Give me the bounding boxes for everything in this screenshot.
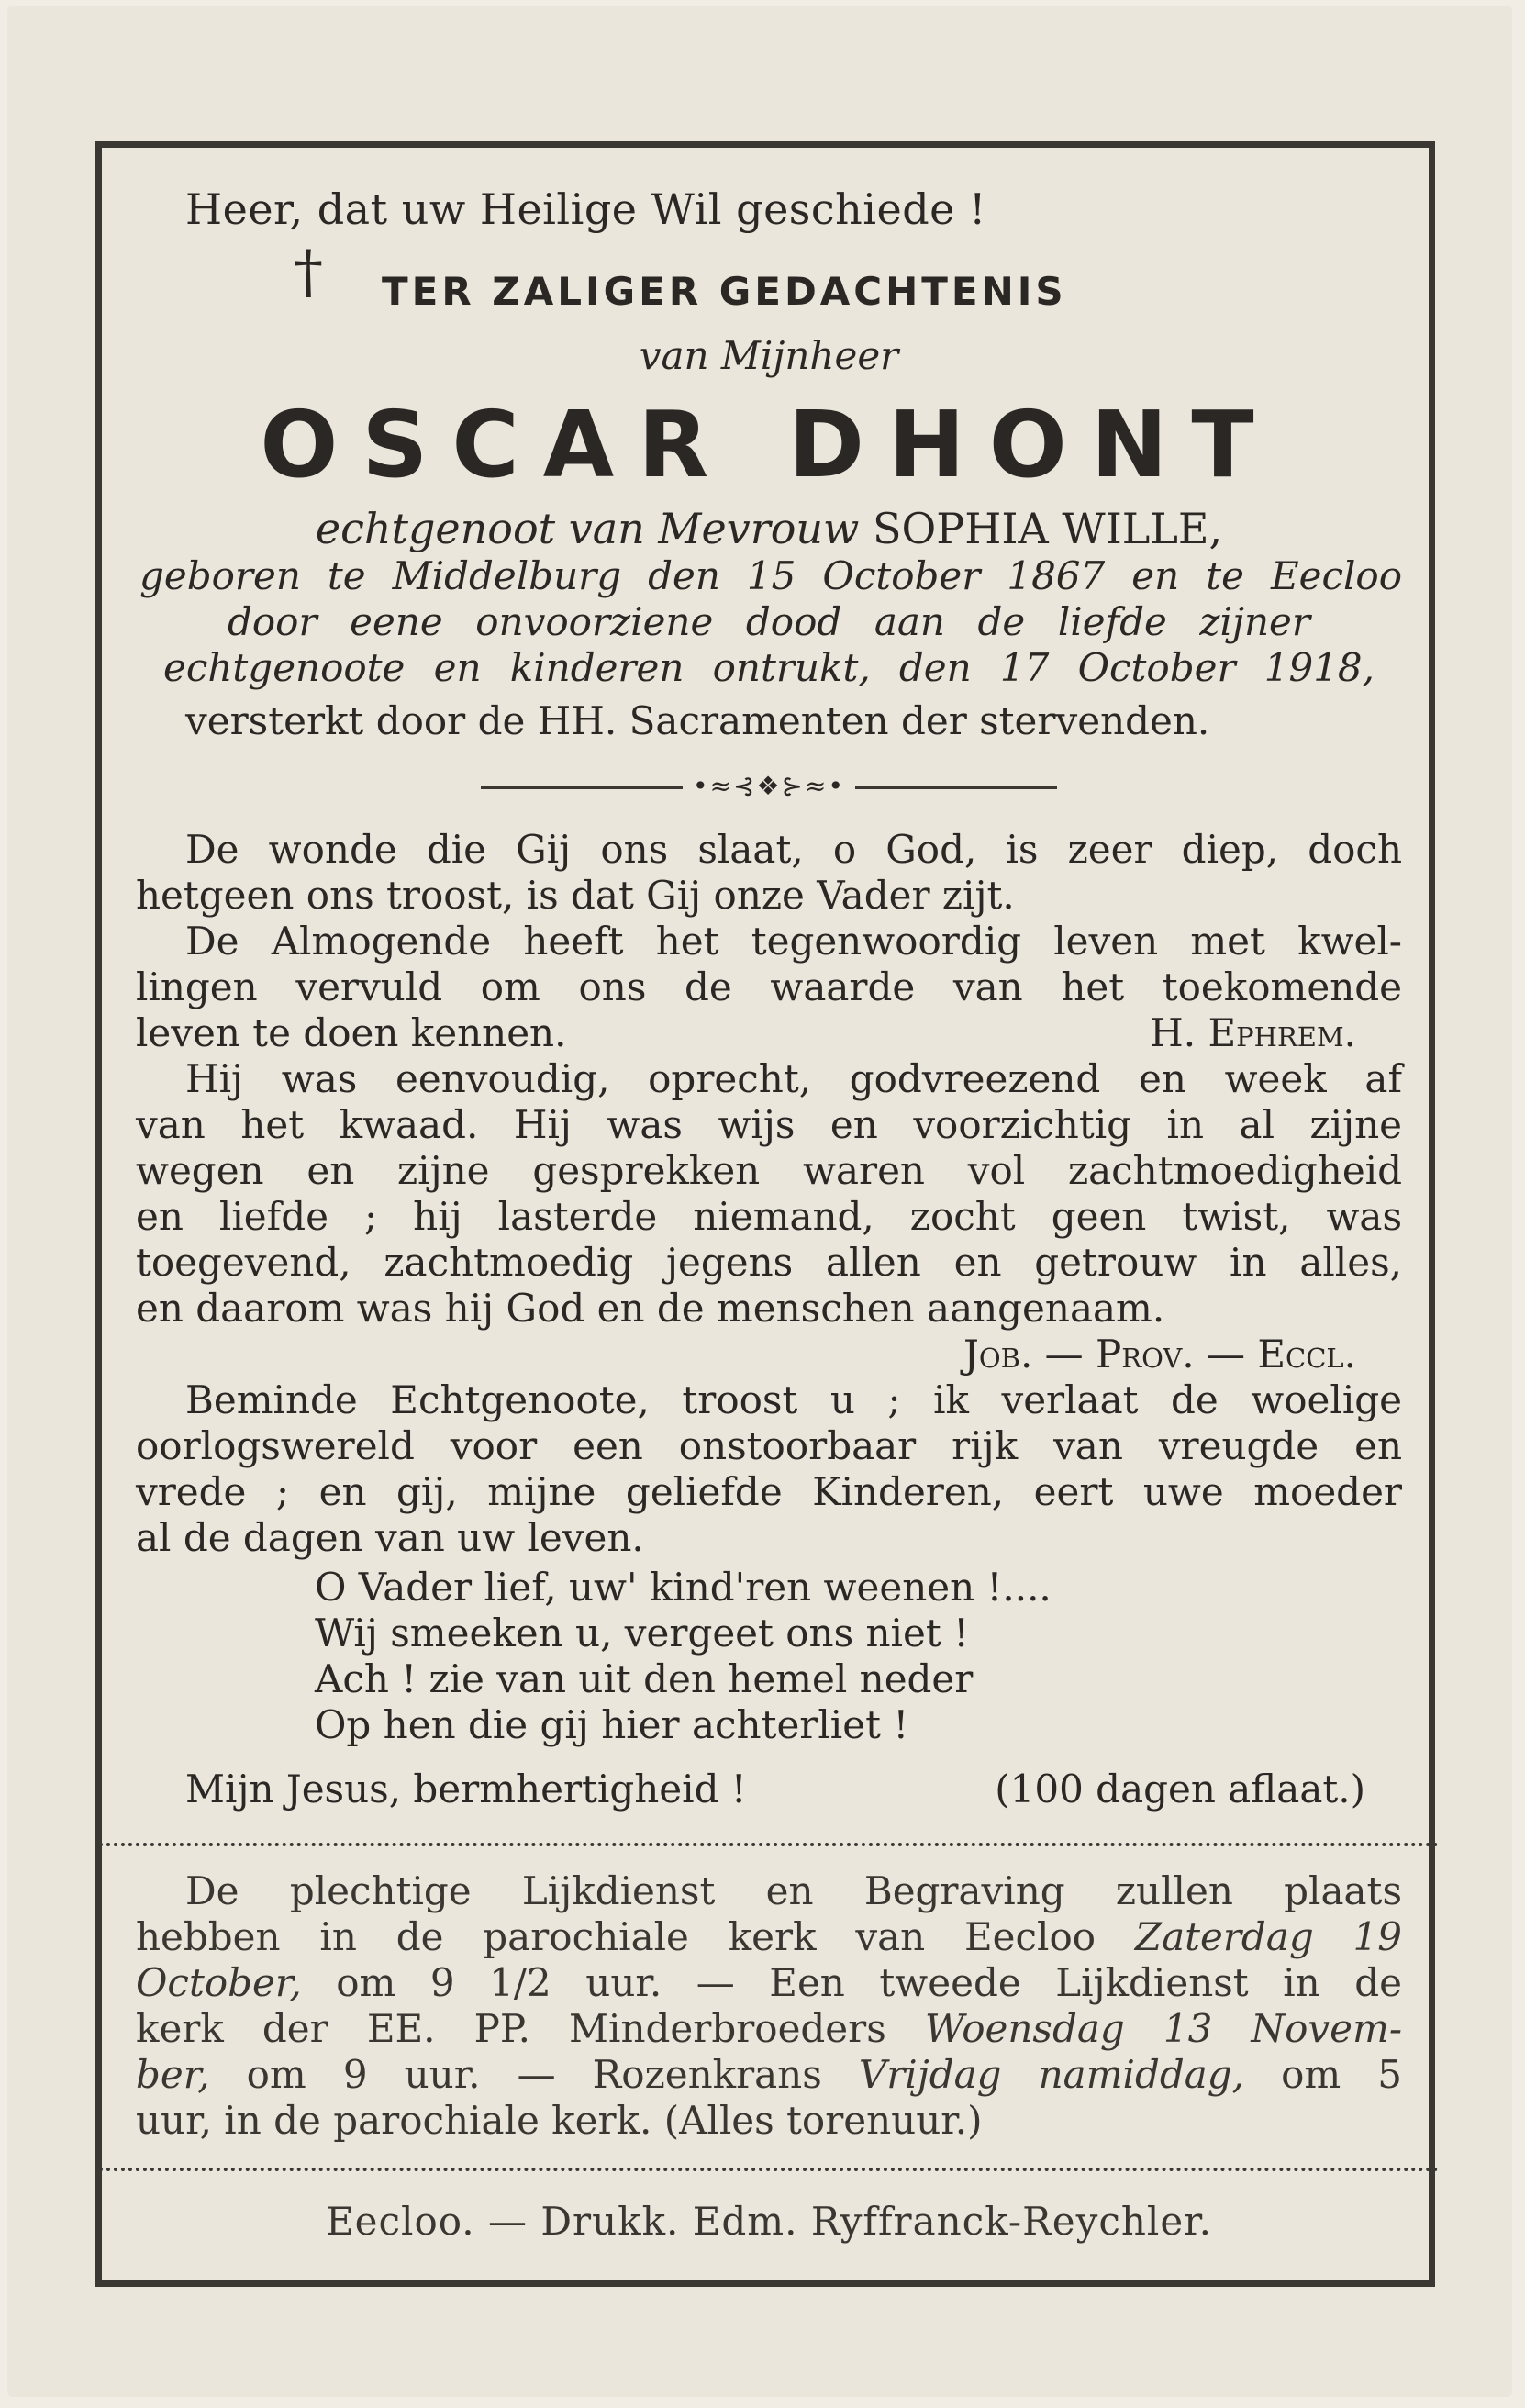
burial-line: kerk der EE. PP. Minderbroeders Woensdag 13 Novem- (136, 2006, 1403, 2051)
poem (315, 1565, 1402, 1748)
indulgence: (100 dagen aflaat.) (995, 1767, 1365, 1812)
poem-line: O Vader lief, uw' kind'ren weenen !.... (315, 1565, 1052, 1610)
poem-line: Ach ! zie van uit den hemel neder (315, 1656, 974, 1701)
paragraph-3-line: toegevend, zachtmoedig jegens allen en getrouw in alles, (136, 1240, 1402, 1285)
birth-line-3: echtgenoote en kinderen ontrukt, den 17 October 1918, (163, 645, 1375, 690)
spouse-line (136, 504, 1402, 553)
poem-line: Wij smeeken u, vergeet ons niet ! (315, 1611, 969, 1656)
paragraph-2-line: De Almogende heeft het tegenwoordig leven met kwel- (185, 919, 1402, 964)
prayer-row (136, 1767, 1402, 1812)
paragraph-1 (136, 827, 1402, 919)
memoriam-title: TER ZALIGER GEDACHTENIS (382, 269, 1067, 314)
burial-line: De plechtige Lijkdienst en Begraving zullen plaats (185, 1868, 1402, 1913)
attribution-ephrem: H. Ephrem. (1150, 1010, 1356, 1055)
divider-ornament: •≈⊰❖⊱≈• (693, 771, 845, 801)
burial-notice (136, 1868, 1402, 2144)
paragraph-4 (136, 1377, 1402, 1561)
prayer: Mijn Jesus, bermhertigheid ! (185, 1767, 747, 1812)
paragraph-2-line: leven te doen kennen. (136, 1010, 567, 1055)
burial-line: ber, om 9 uur. — Rozenkrans Vrijdag namiddag, om 5 (136, 2052, 1403, 2097)
card-content (136, 184, 1402, 2244)
paragraph-4-line: Beminde Echtgenoote, troost u ; ik verlaat de woelige (185, 1377, 1402, 1422)
spouse-prefix: echtgenoot van Mevrouw (315, 504, 860, 553)
paragraph-2-line: lingen vervuld om ons de waarde van het toekomende (136, 964, 1402, 1009)
paragraph-1-line: hetgeen ons troost, is dat Gij onze Vader zijt. (136, 873, 1015, 918)
paragraph-4-line: vrede ; en gij, mijne geliefde Kinderen, eert uwe moeder (136, 1469, 1402, 1514)
burial-line: October, om 9 1/2 uur. — Een tweede Lijkdienst in de (136, 1960, 1402, 2005)
paragraph-3-line: wegen en zijne gesprekken waren vol zachtmoedigheid (136, 1148, 1402, 1193)
ornament-divider (136, 771, 1402, 801)
printer-line: Eecloo. — Drukk. Edm. Ryffranck-Reychler. (325, 2199, 1212, 2244)
paragraph-1-line: De wonde die Gij ons slaat, o God, is zeer diep, doch (185, 827, 1402, 872)
deceased-name: OSCAR DHONT (260, 391, 1278, 498)
paragraph-4-line: al de dagen van uw leven. (136, 1515, 644, 1560)
heading: Heer, dat uw Heilige Wil geschiede ! (185, 184, 986, 234)
paragraph-3 (136, 1056, 1402, 1377)
memorial-card (7, 6, 1512, 2397)
section-separator (99, 1843, 1439, 1846)
burial-line: hebben in de parochiale kerk van Eecloo Zaterdag 19 (136, 1914, 1403, 1959)
spouse-name: SOPHIA WILLE, (873, 504, 1223, 553)
cross-icon: † (294, 239, 323, 307)
paragraph-3-line: van het kwaad. Hij was wijs en voorzichtig in al zijne (136, 1102, 1402, 1147)
paragraph-3-line: Hij was eenvoudig, oprecht, godvreezend en week af (185, 1056, 1402, 1101)
paragraph-3-line: en daarom was hij God en de menschen aangenaam. (136, 1286, 1165, 1331)
attribution-job-prov-eccl: Job. — Prov. — Eccl. (963, 1332, 1356, 1377)
birth-line-1: geboren te Middelburg den 15 October 1867 en te Eecloo (139, 553, 1402, 598)
paragraph-2 (136, 919, 1402, 1056)
birth-death-text (136, 553, 1402, 691)
burial-line: uur, in de parochiale kerk. (Alles torenuur.) (136, 2098, 983, 2143)
printer-separator (99, 2168, 1439, 2171)
birth-line-2: door eene onvoorziene dood aan de liefde zijner (228, 599, 1310, 644)
van-mijnheer: van Mijnheer (639, 333, 899, 378)
poem-line: Op hen die gij hier achterliet ! (315, 1702, 909, 1747)
memoriam-row (136, 239, 1402, 342)
paragraph-3-line: en liefde ; hij lasterde niemand, zocht geen twist, was (136, 1194, 1402, 1239)
sacraments-line: versterkt door de HH. Sacramenten der stervenden. (185, 698, 1210, 743)
paragraph-4-line: oorlogswereld voor een onstoorbaar rijk van vreugde en (136, 1423, 1402, 1468)
